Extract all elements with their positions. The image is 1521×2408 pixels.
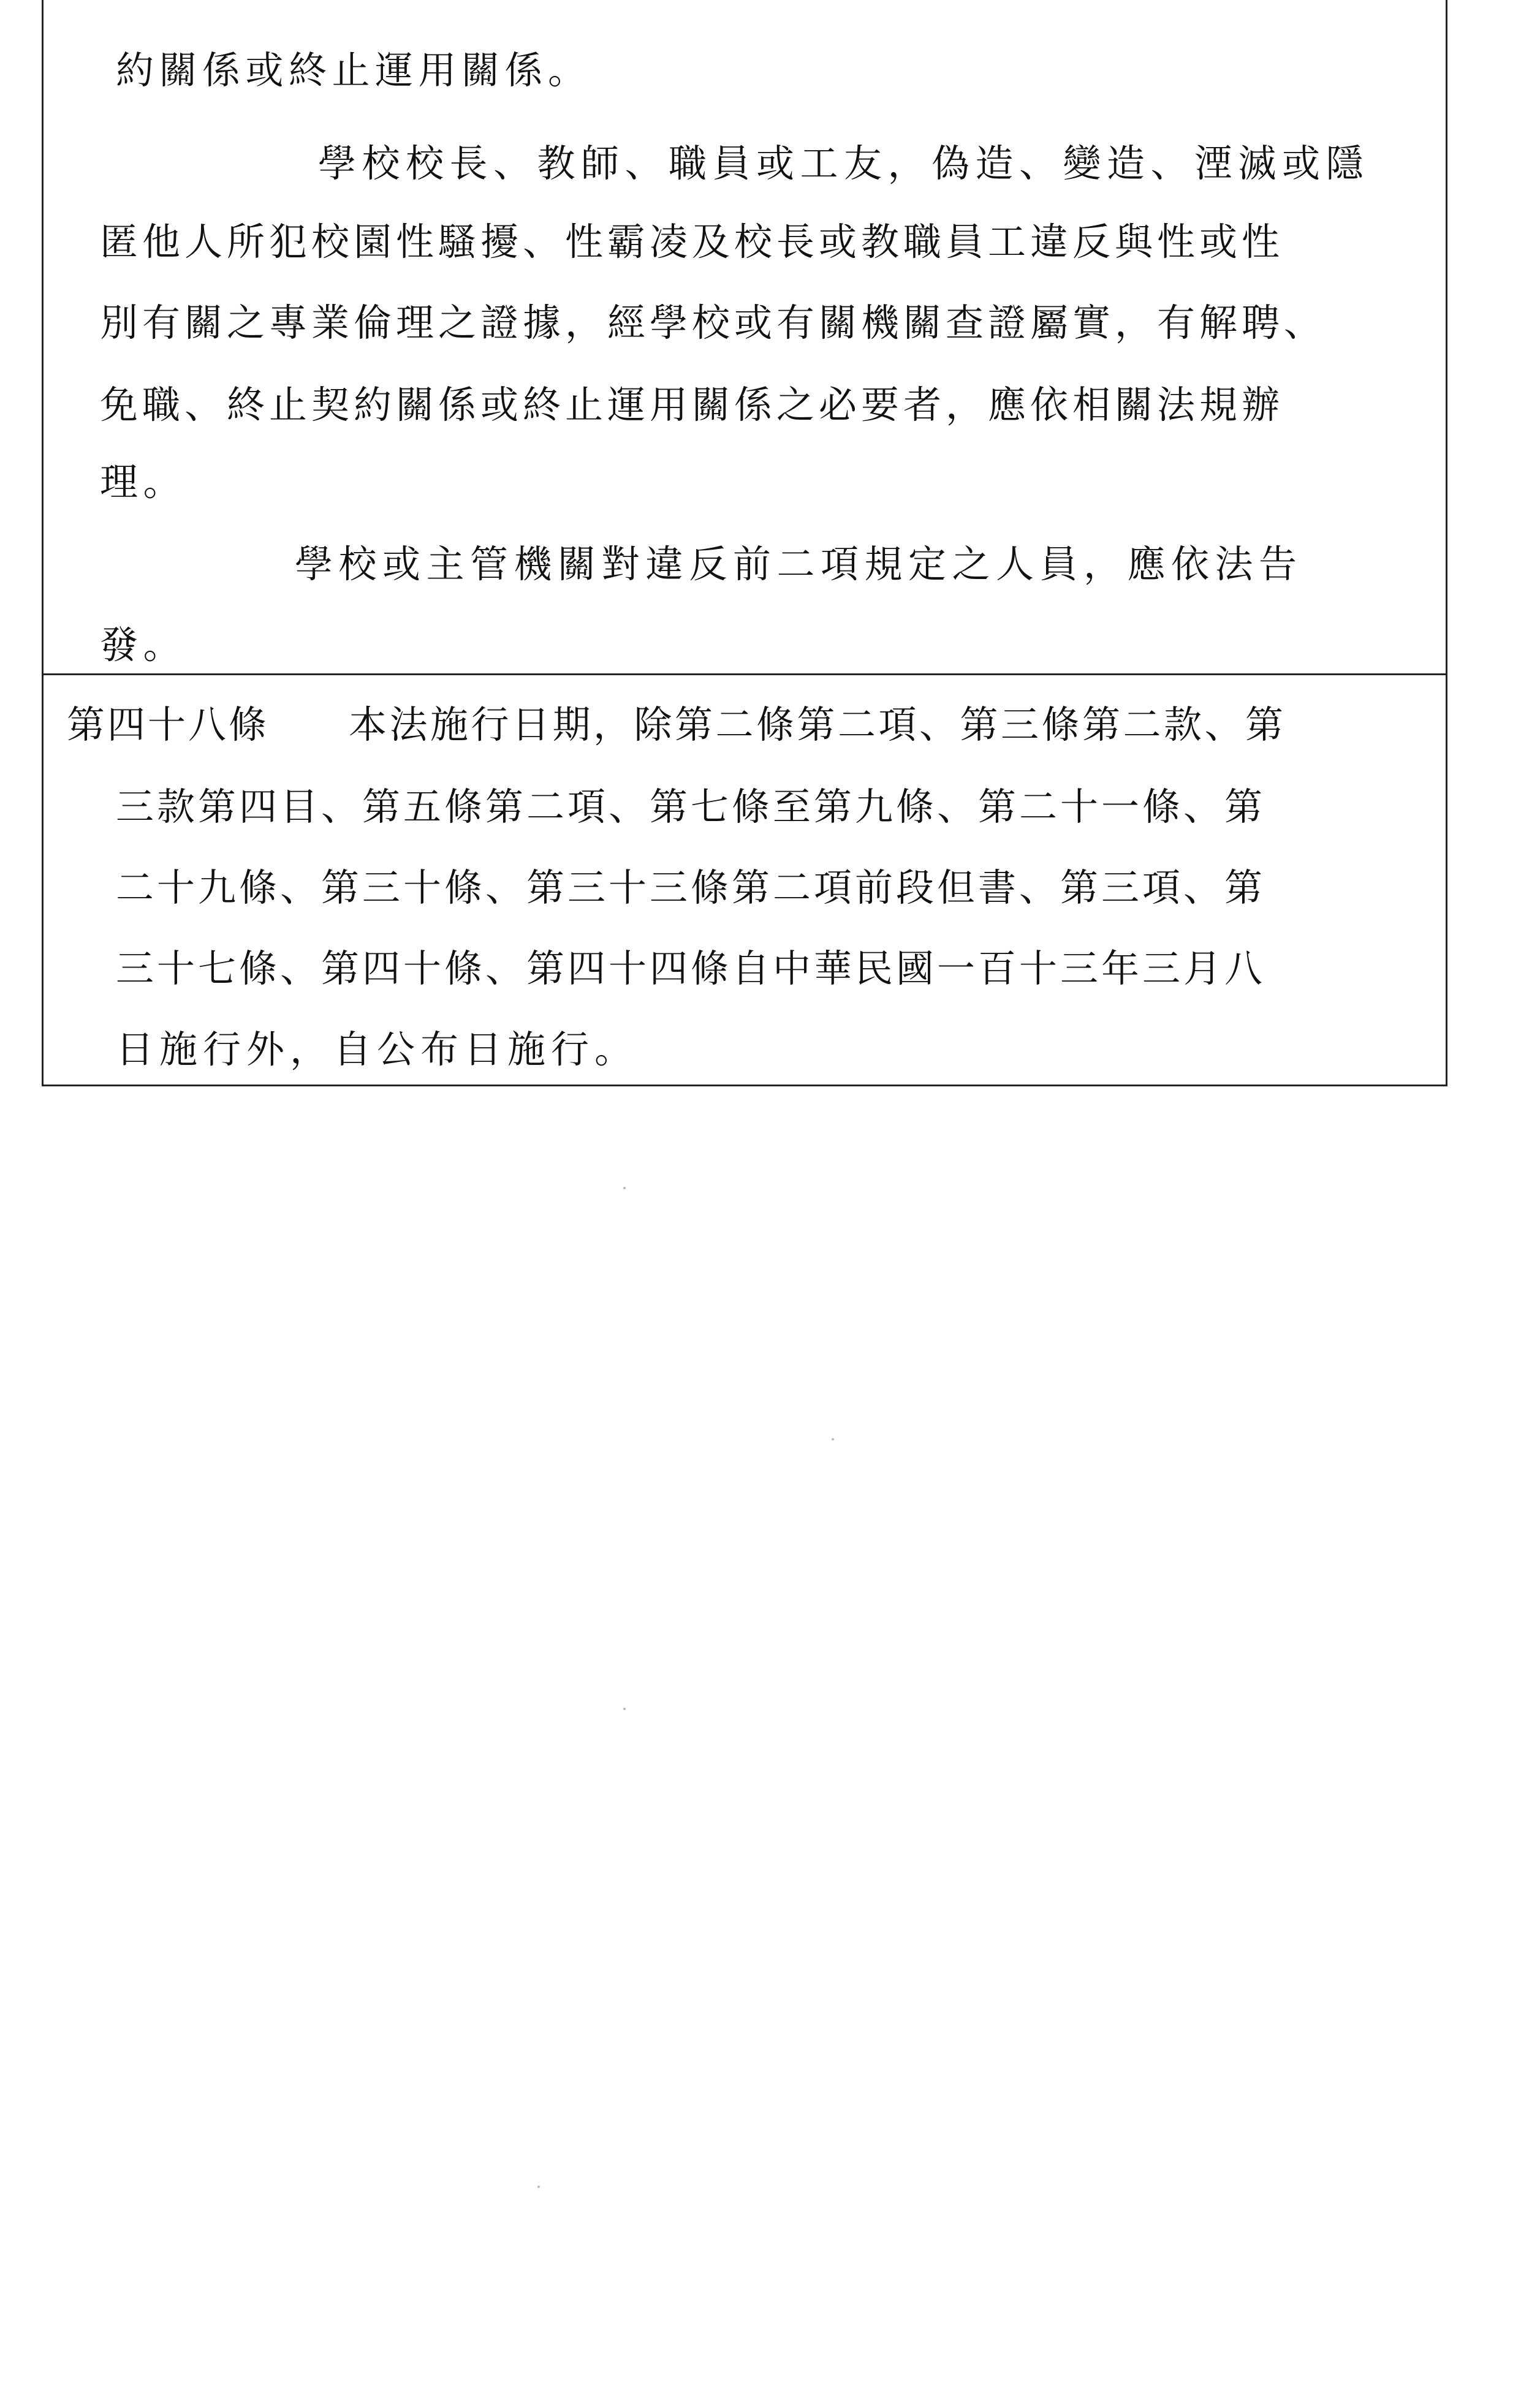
scan-speck [537, 2186, 540, 2188]
text-line: 別有關之專業倫理之證據，經學校或有關機關查證屬實，有解聘、 [100, 300, 1327, 345]
table-cell-article-47-continued [44, 0, 1446, 675]
text-line: 發。 [100, 623, 187, 667]
text-line: 免職、終止契約關係或終止運用關係之必要者，應依相關法規辦 [100, 382, 1284, 427]
text-line: 理。 [100, 460, 187, 504]
text-line: 學校校長、教師、職員或工友，偽造、變造、湮滅或隱 [318, 141, 1370, 186]
text-line: 本法施行日期，除第二條第二項、第三條第二款、第 [349, 702, 1286, 747]
text-line: 二十九條、第三十條、第三十三條第二項前段但書、第三項、第 [116, 865, 1266, 910]
text-line: 學校或主管機關對違反前二項規定之人員，應依法告 [295, 542, 1303, 586]
scan-speck [832, 1438, 834, 1441]
scan-speck [623, 1708, 626, 1710]
table-cell-article-48 [44, 675, 1446, 1085]
text-line: 三十七條、第四十條、第四十四條自中華民國一百十三年三月八 [116, 946, 1266, 991]
text-line: 約關係或終止運用關係。 [116, 48, 591, 93]
law-table [42, 0, 1447, 1086]
article-label: 第四十八條 [67, 702, 270, 747]
text-line: 日施行外，自公布日施行。 [116, 1027, 639, 1072]
text-line: 匿他人所犯校園性騷擾、性霸凌及校長或教職員工違反與性或性 [100, 219, 1284, 264]
text-line: 三款第四目、第五條第二項、第七條至第九條、第二十一條、第 [116, 784, 1266, 829]
scan-speck [623, 1187, 626, 1189]
